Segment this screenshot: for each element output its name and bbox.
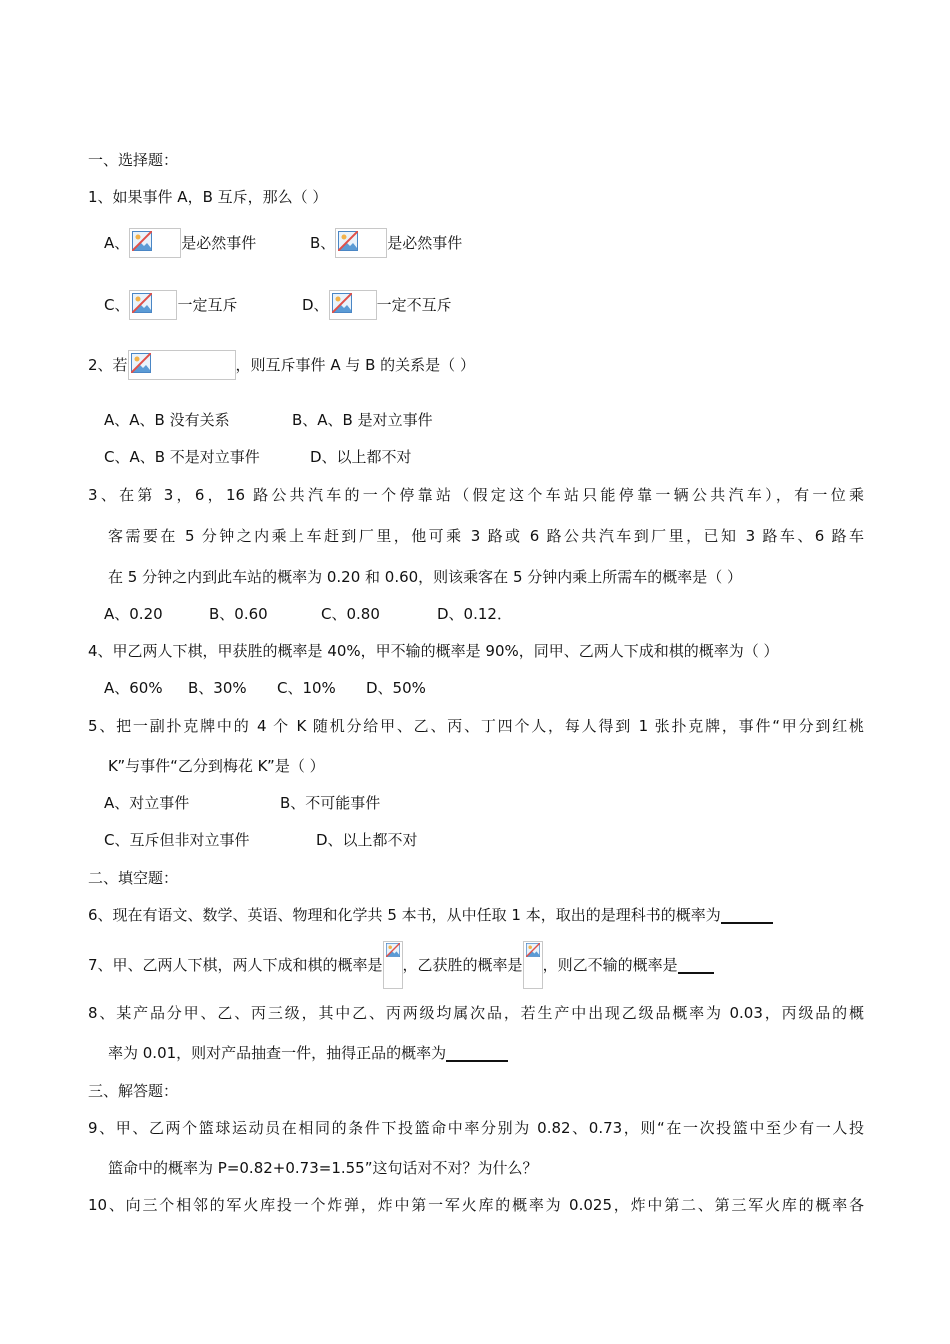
question-2-prefix: 2、若 (88, 356, 128, 374)
option-label: D、 (302, 296, 329, 314)
section-heading-choice: 一、选择题： (88, 151, 179, 169)
question-1-option-d (302, 290, 452, 320)
option-text: 一定不互斥 (376, 296, 452, 314)
question-4-option-d: D、50% (366, 679, 426, 697)
answer-blank[interactable] (678, 956, 714, 974)
question-2-option-b: B、A、B 是对立事件 (292, 411, 433, 429)
question-3-option-c: C、0.80 (321, 605, 380, 623)
option-text: 是必然事件 (181, 234, 257, 252)
question-7-part-2: ，乙获胜的概率是 (402, 956, 523, 974)
question-2-suffix: ，则互斥事件 A 与 B 的关系是（ ） (235, 356, 475, 374)
question-1-stem: 1、如果事件 A，B 互斥，那么（ ） (88, 188, 328, 206)
answer-blank[interactable] (721, 906, 773, 924)
question-2-option-c: C、A、B 不是对立事件 (104, 448, 260, 466)
question-9-line-1: 9、甲、乙两个篮球运动员在相同的条件下投篮命中率分别为 0.82、0.73，则“在一次投篮中至少有一人投 (88, 1119, 864, 1137)
question-2-option-d: D、以上都不对 (310, 448, 412, 466)
question-9-line-2: 篮命中的概率为 P=0.82+0.73=1.55”这句话对不对？为什么？ (108, 1159, 538, 1177)
broken-image-icon (383, 941, 403, 989)
section-heading-fill: 二、填空题： (88, 869, 179, 887)
question-3-line-3: 在 5 分钟之内到此车站的概率为 0.20 和 0.60，则该乘客在 5 分钟内乘上所需车的概率是（ ） (108, 568, 743, 586)
question-8-line-2-text: 率为 0.01，则对产品抽查一件，抽得正品的概率为 (108, 1044, 447, 1062)
question-8-line-2 (108, 1043, 508, 1063)
broken-image-icon (335, 228, 387, 258)
answer-blank[interactable] (446, 1044, 508, 1062)
broken-image-icon (329, 290, 377, 320)
question-1-option-c (104, 290, 238, 320)
broken-image-icon (129, 290, 177, 320)
question-5-line-2: K”与事件“乙分到梅花 K”是（ ） (108, 757, 325, 775)
option-label: C、 (104, 296, 130, 314)
question-5-option-d: D、以上都不对 (316, 831, 418, 849)
question-1-option-b (310, 228, 462, 258)
question-3-line-2: 客需要在 5 分钟之内乘上车赶到厂里，他可乘 3 路或 6 路公共汽车到厂里，已知 3 路车、6 路车 (108, 527, 864, 545)
question-3-option-b: B、0.60 (209, 605, 268, 623)
option-label: A、 (104, 234, 130, 252)
question-1-option-a (104, 228, 256, 258)
question-3-line-1: 3、在第 3，6，16 路公共汽车的一个停靠站（假定这个车站只能停靠一辆公共汽车），有一位乘 (88, 486, 864, 504)
question-2-stem (88, 350, 475, 380)
question-8-line-1: 8、某产品分甲、乙、丙三级，其中乙、丙两级均属次品，若生产中出现乙级品概率为 0.03，丙级品的概 (88, 1004, 864, 1022)
question-4-option-c: C、10% (277, 679, 336, 697)
question-4-option-b: B、30% (188, 679, 247, 697)
question-4-stem: 4、甲乙两人下棋，甲获胜的概率是 40%，甲不输的概率是 90%，同甲、乙两人下成和棋的概率为（ ） (88, 642, 779, 660)
question-4-option-a: A、60% (104, 679, 163, 697)
question-6 (88, 905, 773, 925)
broken-image-icon (129, 228, 181, 258)
question-5-option-b: B、不可能事件 (280, 794, 381, 812)
question-6-text: 6、现在有语文、数学、英语、物理和化学共 5 本书，从中任取 1 本，取出的是理科书的概率为 (88, 906, 721, 924)
question-10-line-1: 10、向三个相邻的军火库投一个炸弹，炸中第一军火库的概率为 0.025，炸中第二、第三军火库的概率各 (88, 1196, 864, 1214)
question-5-option-c: C、互斥但非对立事件 (104, 831, 250, 849)
option-text: 是必然事件 (387, 234, 463, 252)
question-3-option-a: A、0.20 (104, 605, 163, 623)
question-7 (88, 940, 714, 990)
question-5-option-a: A、对立事件 (104, 794, 190, 812)
broken-image-icon (523, 941, 543, 989)
broken-image-icon (128, 350, 236, 380)
question-5-line-1: 5、把一副扑克牌中的 4 个 K 随机分给甲、乙、丙、丁四个人，每人得到 1 张扑克牌，事件“甲分到红桃 (88, 717, 864, 735)
question-7-part-3: ，则乙不输的概率是 (542, 956, 678, 974)
section-heading-answer: 三、解答题： (88, 1082, 179, 1100)
option-label: B、 (310, 234, 336, 252)
question-3-option-d: D、0.12． (437, 605, 512, 623)
option-text: 一定互斥 (177, 296, 238, 314)
question-7-part-1: 7、甲、乙两人下棋，两人下成和棋的概率是 (88, 956, 383, 974)
question-2-option-a: A、A、B 没有关系 (104, 411, 230, 429)
